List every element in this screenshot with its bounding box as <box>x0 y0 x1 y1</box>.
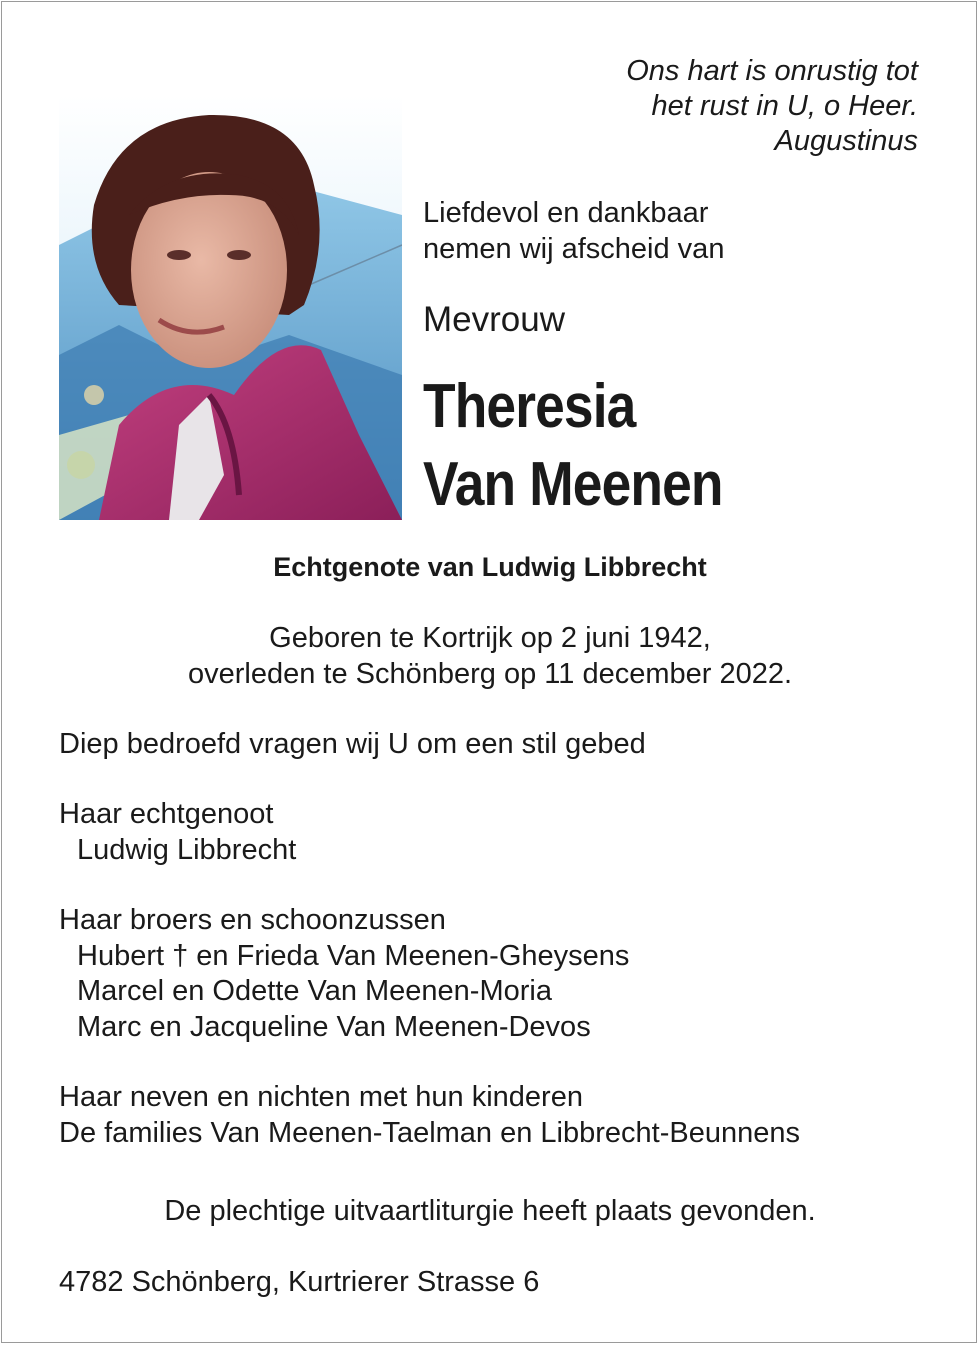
spouse-heading: Haar echtgenoot <box>59 798 274 830</box>
nephews-block <box>59 1080 800 1151</box>
first-name: Theresia <box>423 372 636 441</box>
address-line: 4782 Schönberg, Kurtrierer Strasse 6 <box>59 1266 540 1298</box>
honorific: Mevrouw <box>423 300 565 339</box>
deceased-name <box>423 368 723 524</box>
death-line: overleden te Schönberg op 11 december 2022. <box>187 658 793 690</box>
spouse-name: Ludwig Libbrecht <box>77 833 297 866</box>
prayer-line <box>59 727 646 763</box>
portrait-photo <box>59 95 402 520</box>
birth-death-block <box>0 620 980 692</box>
sibling-line: Hubert † en Frieda Van Meenen-Gheysens <box>77 939 630 972</box>
intro-line: Liefdevol en dankbaar <box>423 197 709 229</box>
prayer-text: Diep bedroefd vragen wij U om een stil gebed <box>59 728 646 760</box>
birth-line: Geboren te Kortrijk op 2 juni 1942, <box>269 622 711 654</box>
quote-line: het rust in U, o Heer. <box>651 90 918 122</box>
quote-line: Ons hart is onrustig tot <box>626 55 918 87</box>
sibling-line: Marc en Jacqueline Van Meenen-Devos <box>77 1010 591 1043</box>
families-line: De families Van Meenen-Taelman en Libbrecht-Beunnens <box>59 1116 801 1149</box>
intro-text <box>423 195 724 267</box>
last-name: Van Meenen <box>423 450 723 519</box>
liturgy-line: De plechtige uitvaartliturgie heeft plaats gevonden. <box>164 1195 816 1227</box>
spouse-block <box>59 797 296 868</box>
spouse-line: Echtgenote van Ludwig Libbrecht <box>273 552 707 582</box>
quote-author: Augustinus <box>774 125 918 157</box>
siblings-heading: Haar broers en schoonzussen <box>59 904 446 936</box>
nephews-heading: Haar neven en nichten met hun kinderen <box>59 1081 583 1113</box>
siblings-block <box>59 903 629 1045</box>
quote-block <box>626 54 918 159</box>
intro-line: nemen wij afscheid van <box>423 233 725 265</box>
sibling-line: Marcel en Odette Van Meenen-Moria <box>77 975 552 1007</box>
